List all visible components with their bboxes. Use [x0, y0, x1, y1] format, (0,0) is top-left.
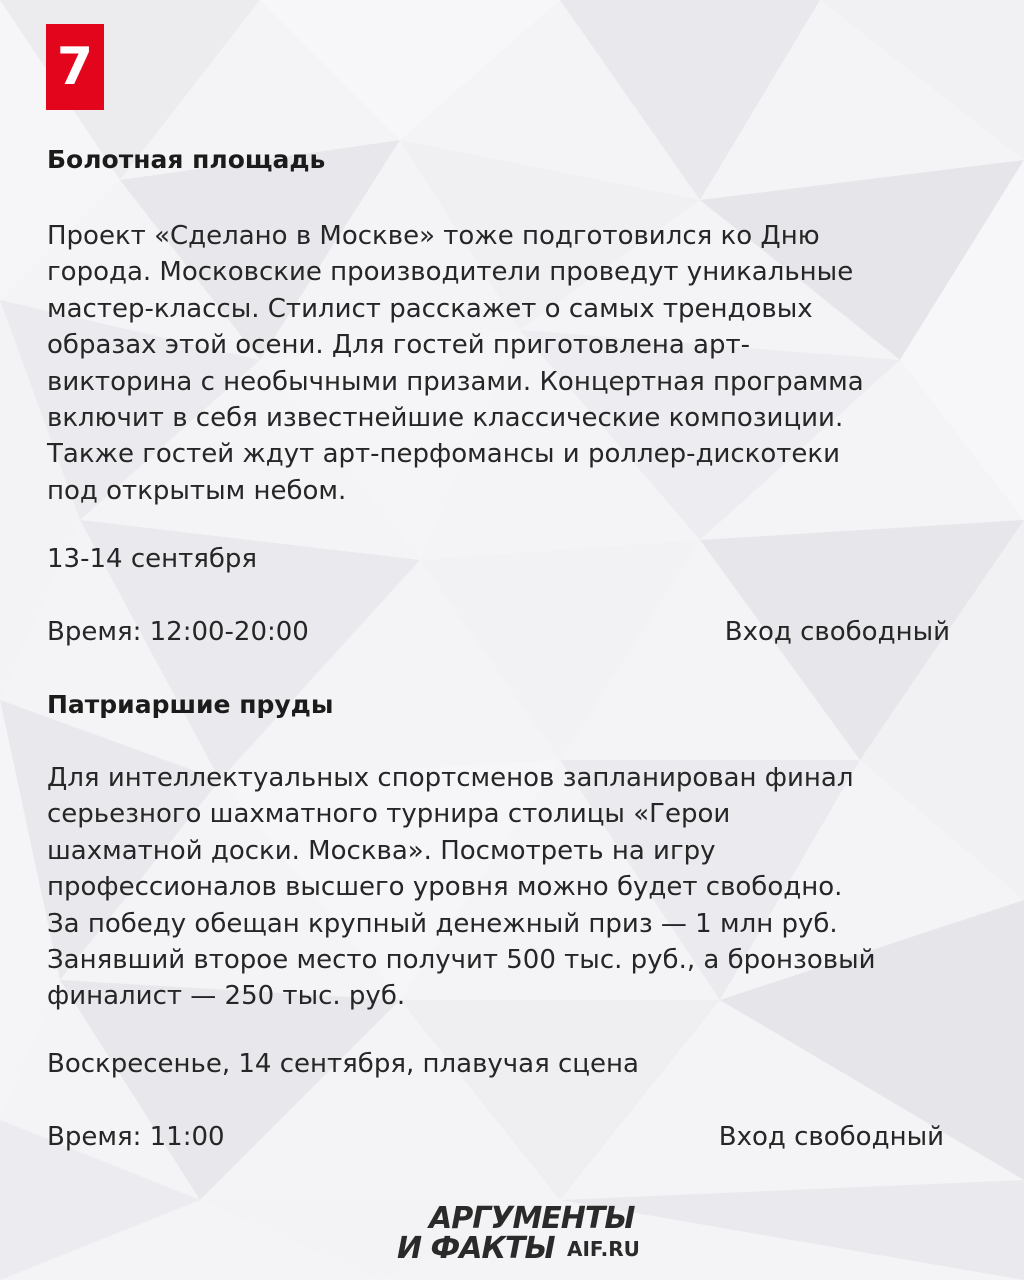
- description-line: Проект «Сделано в Москве» тоже подготовился ко Дню: [47, 221, 820, 251]
- description-line: образах этой осени. Для гостей приготовлена арт-: [47, 330, 751, 361]
- description-line: викторина с необычными призами. Концертная программа: [47, 366, 864, 397]
- section-description: [47, 218, 987, 509]
- description-line: финалист — 250 тыс. руб.: [47, 981, 406, 1012]
- description-line: За победу обещан крупный денежный приз — 1 млн руб.: [47, 908, 838, 939]
- event-date: 13-14 сентября: [47, 544, 258, 574]
- description-line: города. Московские производители проведут уникальные: [47, 257, 854, 288]
- description-line: серьезного шахматного турнира столицы «Герои: [47, 799, 731, 830]
- section-title: Болотная площадь: [47, 145, 326, 174]
- description-line: шахматной доски. Москва». Посмотреть на игру: [47, 835, 716, 866]
- description-line: Для интеллектуальных спортсменов запланирован финал: [47, 763, 854, 793]
- entry-info: Вход свободный: [718, 1122, 944, 1152]
- description-line: профессионалов высшего уровня можно будет свободно.: [47, 872, 843, 903]
- section-title: Патриаршие пруды: [47, 690, 334, 719]
- event-date: Воскресенье, 14 сентября, плавучая сцена: [47, 1049, 639, 1079]
- event-time: Время: 11:00: [47, 1122, 225, 1152]
- logo-line1: АРГУМЕНТЫ: [429, 1201, 635, 1236]
- entry-info: Вход свободный: [724, 617, 950, 647]
- logo-line2: И ФАКТЫ: [397, 1231, 555, 1264]
- logo-site: AIF.RU: [567, 1237, 640, 1261]
- section-description: [47, 760, 987, 1015]
- description-line: под открытым небом.: [47, 475, 347, 506]
- description-line: включит в себя известнейшие классические композиции.: [47, 403, 844, 434]
- aif-logo: [395, 1198, 655, 1264]
- description-line: Занявший второе место получит 500 тыс. руб., а бронзовый: [47, 945, 876, 976]
- description-line: мастер-классы. Стилист расскажет о самых трендовых: [47, 293, 813, 324]
- slide-number-badge: 7: [46, 24, 104, 110]
- event-time: Время: 12:00-20:00: [47, 617, 309, 647]
- description-line: Также гостей ждут арт-перфомансы и роллер-дискотеки: [47, 439, 841, 470]
